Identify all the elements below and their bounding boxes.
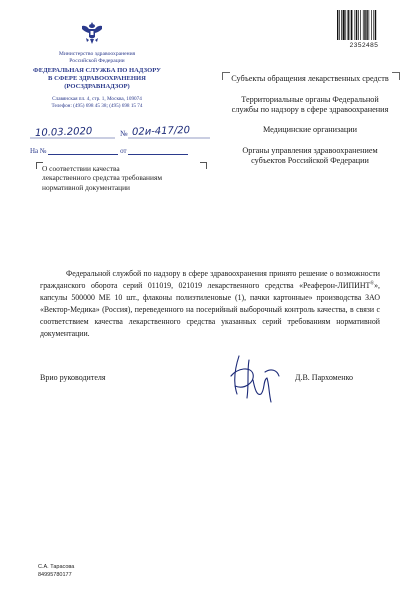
address-line: Славянская пл. 4, стр. 1, Москва, 109074 [52,96,142,102]
barcode-bar [366,10,367,40]
body-text-part: Федеральной службой по надзору в сфере здравоохранения принято решение о возможности гражданского оборота серий 011019, 021019 лекарственного средства «Реаферон-ЛИПИНТ [40,269,380,290]
barcode-bar [373,10,374,40]
subject-corner-right [200,162,207,169]
subject-line: нормативной документации [42,182,130,192]
registered-mark: ® [370,281,375,287]
barcode-bar [345,10,346,40]
signatory-role: Врио руководителя [40,373,106,382]
addressee-item: Субъекты обращения лекарственных средств [231,74,389,83]
body-text-part: », капсулы 500000 МЕ 10 шт., флаконы полиэтиленовые (1), пачки картонные» производства ЗАО «Вектор-Медика» (Россия), переведенного на посерийный выборочный контроль качества, в связи с соответствием качества лекарственного средства указанных серий требованиям нормативной документации. [40,281,380,338]
reference-date-label: от [120,147,127,155]
signatory-name: Д.В. Пархоменко [295,373,354,382]
barcode-bar [358,10,359,40]
coat-of-arms-icon [80,20,104,46]
letter-body [40,268,380,340]
addressee-corner-right [392,72,400,80]
addressee-corner-left [222,72,230,80]
barcode-bar [356,10,357,40]
barcode-bar [355,10,356,40]
agency-line: ФЕДЕРАЛЬНАЯ СЛУЖБА ПО НАДЗОРУ [33,67,161,74]
barcode-bar [351,10,352,40]
reference-line [30,146,210,155]
barcode-bar [363,10,364,40]
reference-number-label: На № [30,147,47,155]
barcode-bar [341,10,342,40]
agency-name [18,67,176,90]
barcode-bar [375,10,376,40]
barcode-bar [371,10,372,40]
barcode-bar [339,10,340,40]
agency-address [22,96,172,109]
handwritten-number: 02и-417/20 [131,124,191,139]
number-label: № [120,129,128,138]
barcode-bar [364,10,365,40]
agency-line: (РОСЗДРАВНАДЗОР) [64,82,130,90]
ministry-line: Министерство здравоохранения [58,51,136,57]
executor-phone: 84995780177 [38,572,72,578]
handwritten-date: 10.03.2020 [34,126,93,139]
phone-line: Телефон: (495) 698 45 38; (495) 698 15 74 [51,102,143,109]
barcode-bar [360,10,361,40]
addressee-item: Медицинские организации [262,125,358,135]
addressee-item: Территориальные органы Федеральной службы по надзору в сфере здравоохранения [231,94,389,114]
ministry-line: Российской Федерации [69,57,125,64]
addressee-list [230,74,390,177]
handwritten-signature [225,350,285,410]
barcode-bar [350,10,351,40]
barcode-bar [369,10,370,40]
ministry-name [22,51,172,64]
subject-line: лекарственного средства требованиям [42,173,163,183]
letter-subject [42,164,192,192]
barcode-bar [337,10,338,40]
barcode-bar [348,10,349,40]
barcode-number: 2352485 [349,42,379,49]
addressee-item: Органы управления здравоохранением субъектов Российской Федерации [242,146,378,165]
barcode [336,10,392,40]
subject-line: О соответствии качества [42,164,120,173]
reference-number-blank [48,146,118,155]
barcode-bar [343,10,345,40]
reference-date-blank [128,146,188,155]
agency-line: В СФЕРЕ ЗДРАВООХРАНЕНИЯ [48,74,146,82]
executor-name: С.А. Тарасова [38,564,75,570]
